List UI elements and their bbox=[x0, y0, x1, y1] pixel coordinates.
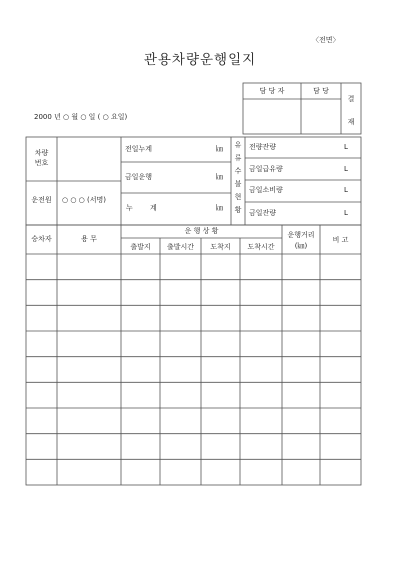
arrival-time-header: 도착시간 bbox=[247, 243, 275, 251]
approval-sign-label-2: 재 bbox=[347, 118, 355, 126]
total-label-1: 누 bbox=[126, 204, 133, 212]
remarks-header: 비 고 bbox=[332, 236, 349, 244]
fuel-status-char: 불 bbox=[234, 180, 242, 188]
today-drive-label: 금일운행 bbox=[125, 173, 153, 181]
distance-header-1: 운행거리 bbox=[287, 231, 315, 239]
operation-status-header: 운 행 상 황 bbox=[184, 227, 219, 235]
arrival-header: 도착지 bbox=[210, 243, 231, 251]
front-label: 〈전면〉 bbox=[312, 36, 340, 44]
fuel-status-char: 황 bbox=[234, 206, 242, 214]
km-unit: ㎞ bbox=[216, 145, 223, 153]
purpose-header: 용 무 bbox=[81, 235, 97, 243]
liter-unit: L bbox=[344, 165, 348, 173]
km-unit: ㎞ bbox=[216, 204, 223, 212]
fuel-row-label: 전량잔량 bbox=[249, 143, 277, 151]
departure-header: 출발지 bbox=[130, 243, 151, 251]
distance-header-2: (㎞) bbox=[294, 242, 308, 250]
approval-manager-label: 담 당 자 bbox=[259, 87, 285, 95]
date-line: 2000 년 ○ 월 ○ 일 ( ○ 요일) bbox=[34, 113, 128, 121]
fuel-status-char: 유 bbox=[234, 141, 242, 149]
liter-unit: L bbox=[344, 143, 348, 151]
driver-value: ○ ○ ○ (서명) bbox=[62, 196, 106, 204]
fuel-row-label: 금일잔량 bbox=[249, 209, 277, 217]
driver-label: 운전원 bbox=[31, 196, 52, 204]
page-title: 관용차량운행일지 bbox=[143, 52, 257, 68]
total-label-2: 계 bbox=[150, 204, 157, 212]
km-unit: ㎞ bbox=[216, 173, 223, 181]
fuel-status-char: 수 bbox=[234, 167, 242, 175]
passenger-header: 승차자 bbox=[31, 235, 52, 243]
liter-unit: L bbox=[344, 209, 348, 217]
fuel-row-label: 금일소비량 bbox=[249, 186, 283, 194]
fuel-status-char: 류 bbox=[234, 154, 242, 162]
prev-odometer-label: 전일누계 bbox=[125, 145, 153, 153]
approval-sign-label-1: 결 bbox=[347, 95, 355, 103]
car-number-label-2: 번호 bbox=[34, 159, 49, 167]
fuel-row-label: 금일급유량 bbox=[249, 165, 283, 173]
fuel-status-char: 현 bbox=[234, 193, 242, 201]
car-number-label-1: 차량 bbox=[34, 149, 49, 157]
approval-charge-label: 담 당 bbox=[313, 87, 329, 95]
departure-time-header: 출발시간 bbox=[166, 243, 195, 251]
liter-unit: L bbox=[344, 186, 348, 194]
